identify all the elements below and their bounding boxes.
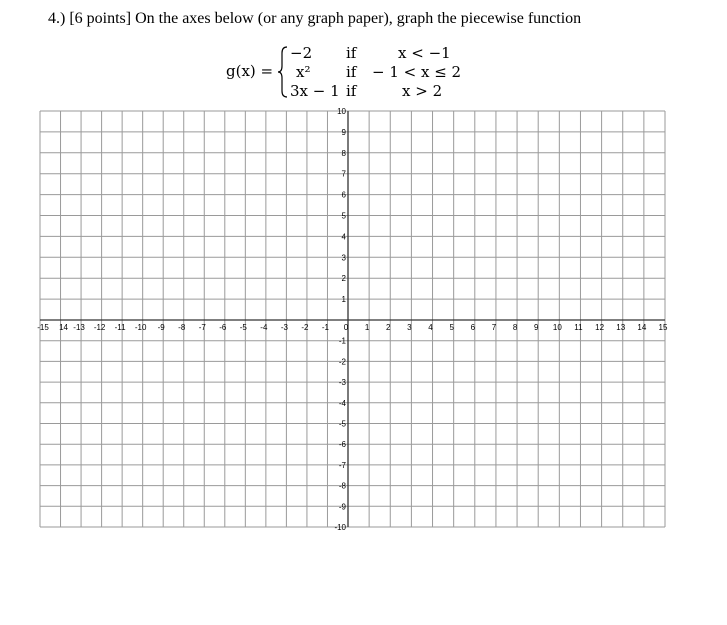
piece-1-if: if xyxy=(346,44,357,62)
y-tick-label: 10 xyxy=(337,107,346,116)
y-tick-label: 4 xyxy=(341,232,346,242)
x-tick-label: 13 xyxy=(616,323,626,332)
x-tick-label: -15 xyxy=(37,323,49,332)
piece-2-expr: x² xyxy=(296,63,311,81)
x-tick-label: 11 xyxy=(574,323,583,332)
piece-2-cond: − 1 < x ≤ 2 xyxy=(372,63,462,81)
y-tick-label: -4 xyxy=(338,398,346,408)
function-name: g(x) = xyxy=(226,62,274,80)
x-tick-label: 12 xyxy=(595,323,605,332)
x-tick-label: -9 xyxy=(157,323,165,332)
x-tick-label: -7 xyxy=(198,323,206,332)
x-tick-label: -5 xyxy=(239,323,247,332)
x-tick-label: 5 xyxy=(449,323,454,332)
x-tick-label: -8 xyxy=(178,323,186,332)
y-tick-label: -7 xyxy=(338,460,346,470)
x-tick-label: 0 xyxy=(343,323,349,332)
x-tick-label: 8 xyxy=(512,323,518,332)
piece-3-if: if xyxy=(346,82,357,100)
y-tick-label: -9 xyxy=(338,502,346,512)
x-tick-label: 3 xyxy=(407,323,412,332)
y-tick-label: 9 xyxy=(341,127,346,137)
y-tick-label: -3 xyxy=(338,378,346,388)
y-tick-label: -6 xyxy=(338,440,346,450)
piece-3-cond: x > 2 xyxy=(402,82,443,100)
piece-1-cond: x < −1 xyxy=(398,44,451,62)
y-tick-label: -2 xyxy=(338,357,346,367)
x-tick-label: -4 xyxy=(260,323,268,332)
x-tick-label: 7 xyxy=(491,323,497,332)
x-tick-label: 14 xyxy=(637,323,647,332)
x-tick-label: 1 xyxy=(364,323,370,332)
y-tick-label: 6 xyxy=(341,190,346,200)
y-tick-label: 3 xyxy=(341,253,346,263)
x-tick-label: 10 xyxy=(552,323,562,332)
y-tick-label: 2 xyxy=(341,274,346,284)
y-tick-label: 8 xyxy=(341,148,346,158)
x-tick-label: 15 xyxy=(658,323,668,332)
x-tick-label: -1 xyxy=(321,323,330,332)
x-tick-label: -12 xyxy=(93,323,106,332)
y-tick-label: -5 xyxy=(338,419,346,429)
y-tick-label: -1 xyxy=(338,336,346,346)
piece-1-expr: −2 xyxy=(290,44,313,62)
y-tick-label: -8 xyxy=(338,481,346,491)
x-tick-label: 6 xyxy=(470,323,476,332)
x-tick-label: -2 xyxy=(301,323,309,332)
piece-3-expr: 3x − 1 xyxy=(290,82,340,100)
x-tick-label: -6 xyxy=(219,323,227,332)
x-tick-label: -11 xyxy=(114,323,126,332)
x-tick-label: 2 xyxy=(386,323,391,332)
question-text: 4.) [6 points] On the axes below (or any graph paper), graph the piecewise function xyxy=(48,10,582,27)
x-tick-label: 14 xyxy=(59,323,68,332)
x-tick-label: -3 xyxy=(280,323,288,332)
y-tick-label: 5 xyxy=(341,211,346,221)
y-tick-label: -10 xyxy=(334,523,346,532)
x-tick-label: -10 xyxy=(134,323,147,332)
piece-2-if: if xyxy=(346,63,357,81)
x-tick-label: 9 xyxy=(533,323,539,332)
x-tick-label: -13 xyxy=(73,323,85,332)
y-tick-label: 7 xyxy=(341,169,346,179)
x-tick-label: 4 xyxy=(428,323,433,332)
y-tick-label: 1 xyxy=(341,295,346,305)
